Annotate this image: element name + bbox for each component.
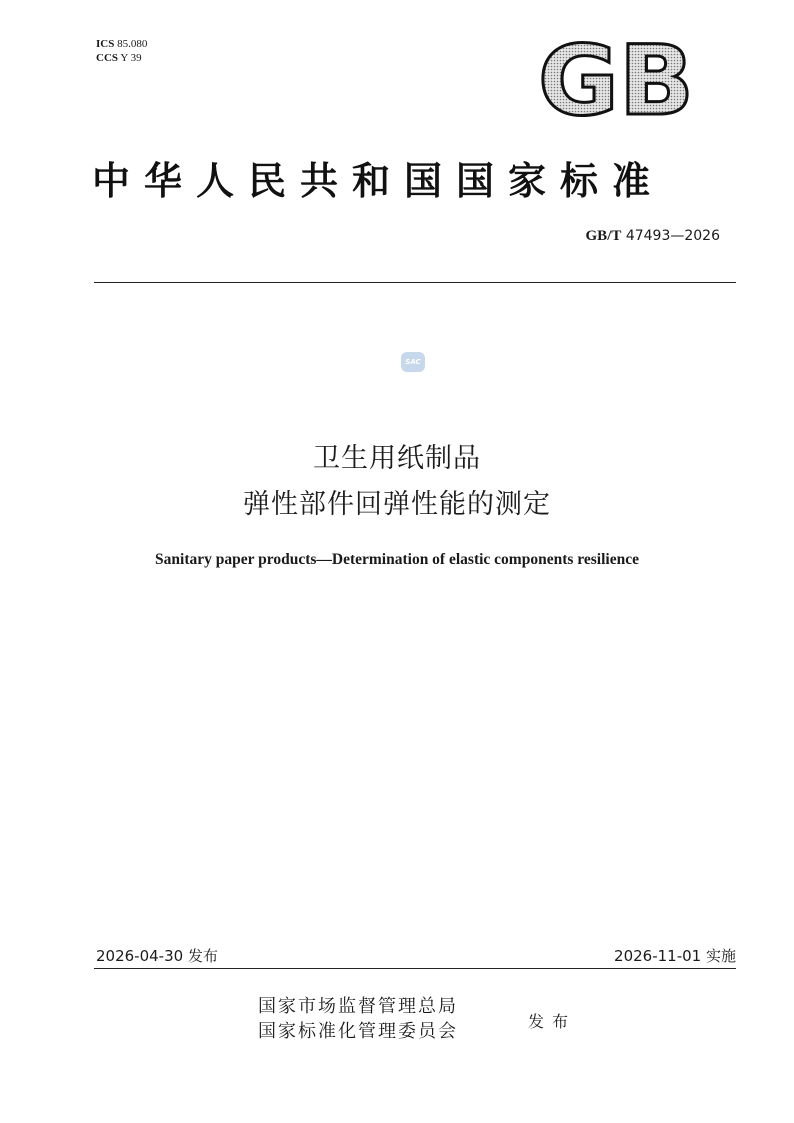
title-en: Sanitary paper products—Determination of elastic components resilience <box>155 551 639 568</box>
footer-divider <box>94 968 736 969</box>
classification-codes <box>96 37 147 65</box>
issuer-samr: 国家市场监督管理总局 <box>258 996 458 1017</box>
ics-code: ICS 85.080 <box>96 38 148 50</box>
svg-text:GB: GB <box>538 38 694 120</box>
title-cn-line2: 弹性部件回弹性能的测定 <box>243 489 551 520</box>
ccs-code: CCS Y 39 <box>96 52 142 64</box>
sac-watermark: SAC <box>401 352 425 372</box>
implement-date: 2026-11-01 实施 <box>614 947 736 965</box>
issuer-sac: 国家标准化管理委员会 <box>258 1021 458 1042</box>
national-standard-title: 中华人民共和国国家标准 <box>92 158 665 203</box>
header-divider <box>94 282 736 283</box>
standard-number: GB/T 47493—2026 <box>585 228 720 244</box>
issuing-authorities <box>258 994 458 1044</box>
gb-logo <box>538 38 696 120</box>
issue-label: 发布 <box>528 1012 577 1031</box>
publish-date: 2026-04-30 发布 <box>96 947 218 965</box>
title-cn-line1: 卫生用纸制品 <box>313 443 481 474</box>
